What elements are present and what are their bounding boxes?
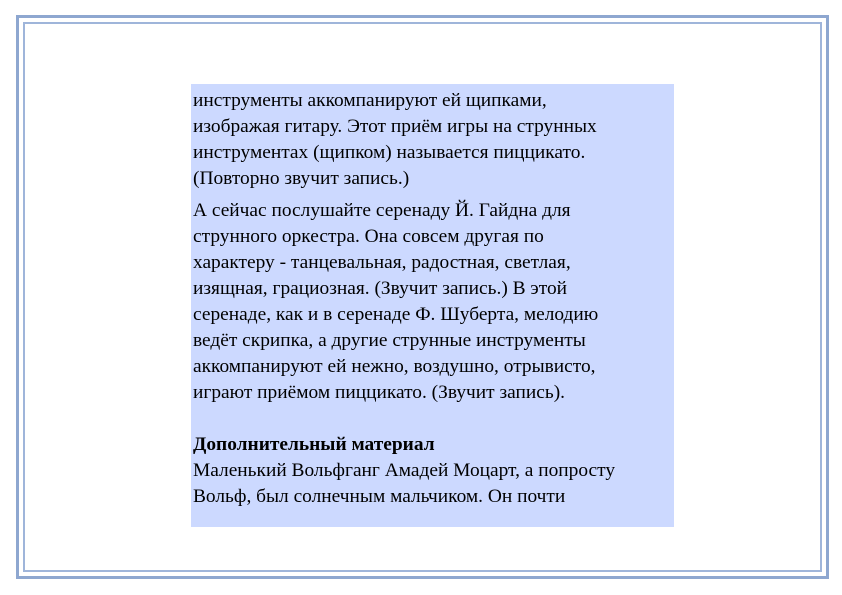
text-line: изящная, грациозная. (Звучит запись.) В этой: [193, 278, 568, 299]
text-line: Вольф, был солнечным мальчиком. Он почти: [193, 486, 566, 507]
paragraph-pizzicato: [193, 88, 672, 192]
section-additional-material: [193, 432, 672, 510]
blank-line: [193, 406, 672, 432]
text-content-box: [191, 84, 674, 527]
text-line: А сейчас послушайте серенаду Й. Гайдна для: [193, 200, 571, 221]
text-line: струнного оркестра. Она совсем другая по: [193, 226, 544, 247]
text-line: характеру - танцевальная, радостная, светлая,: [193, 252, 571, 273]
section-heading: Дополнительный материал: [193, 434, 435, 455]
text-line: инструментах (щипком) называется пиццикато.: [193, 142, 586, 163]
text-line: (Повторно звучит запись.): [193, 168, 410, 189]
text-line: изображая гитару. Этот приём игры на струнных: [193, 116, 597, 137]
paragraph-haydn-serenade: [193, 198, 672, 406]
text-line: Маленький Вольфганг Амадей Моцарт, а попросту: [193, 460, 616, 481]
text-line: ведёт скрипка, а другие струнные инструменты: [193, 330, 586, 351]
text-line: играют приёмом пиццикато. (Звучит запись).: [193, 382, 566, 403]
text-line: аккомпанируют ей нежно, воздушно, отрывисто,: [193, 356, 596, 377]
text-line: инструменты аккомпанируют ей щипками,: [193, 90, 547, 111]
text-line: серенаде, как и в серенаде Ф. Шуберта, мелодию: [193, 304, 599, 325]
